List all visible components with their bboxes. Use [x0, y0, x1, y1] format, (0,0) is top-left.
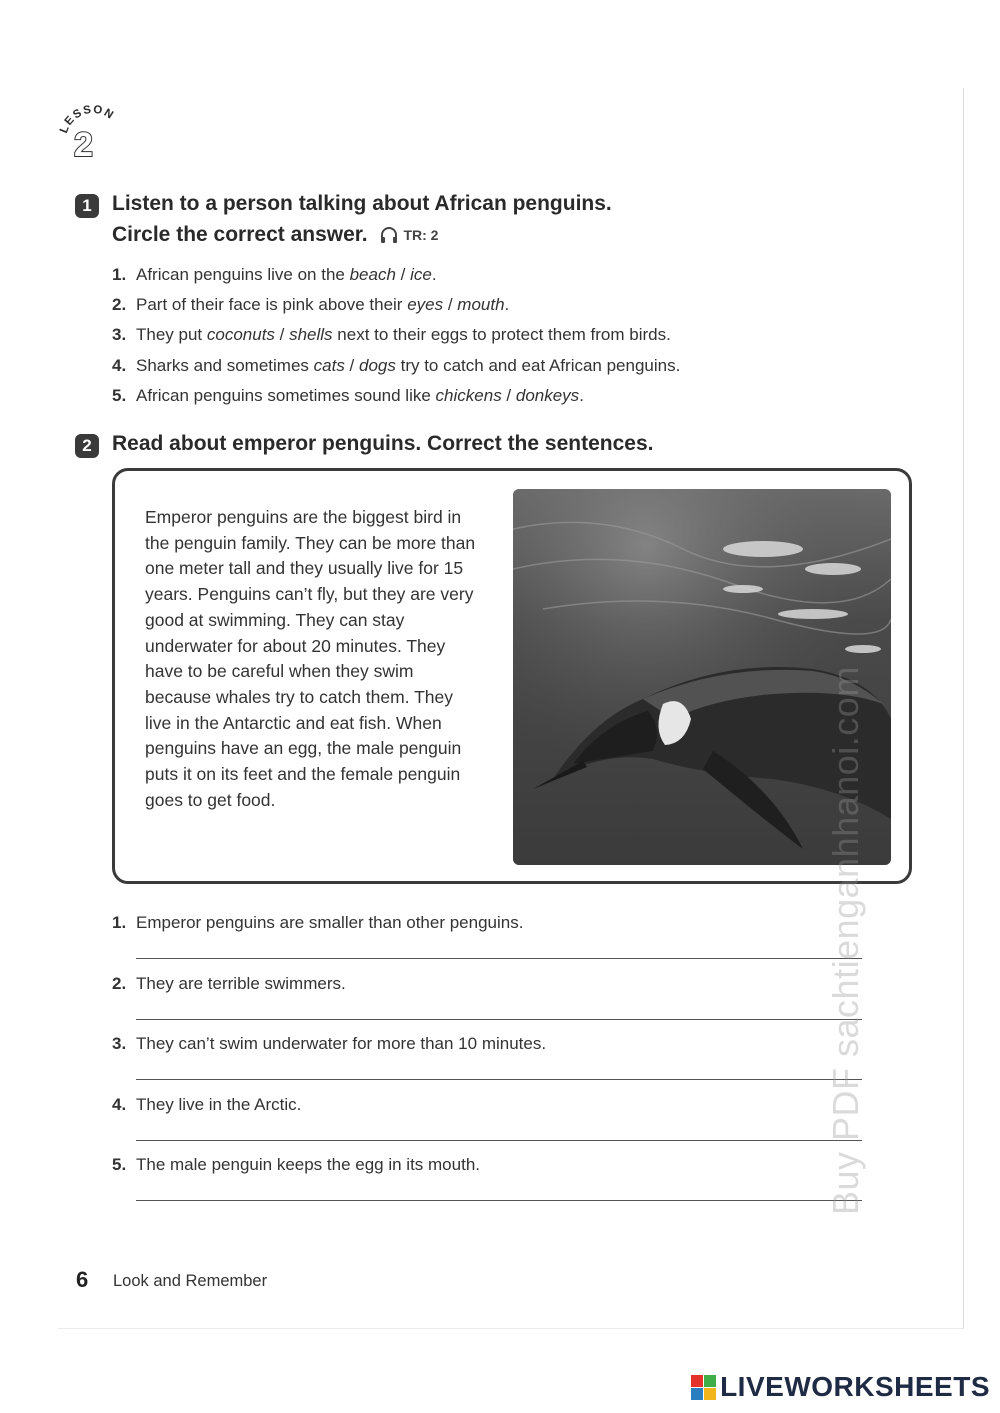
option-shells[interactable]: shells [289, 325, 333, 345]
reading-passage: Emperor penguins are the biggest bird in the penguin family. They can be more than one meter tall and they usually live for 15 years. Penguins can’t fly, but they are very good at swimming. They can stay underwater for about 20 minutes. They have to be careful when they swim because whales try to catch them. They live in the Antarctic and eat fish. When penguins have an egg, the male penguin puts it on its feet and the female penguin goes to get food. [145, 507, 476, 810]
option-dogs[interactable]: dogs [359, 355, 396, 375]
lesson-word-arc [58, 104, 128, 144]
question-3: 3. They put coconuts / shells next to their eggs to protect them from birds. [112, 325, 671, 345]
question-4: 4. Sharks and sometimes cats / dogs try to catch and eat African penguins. [112, 355, 681, 375]
answer-line-5[interactable] [136, 1200, 862, 1201]
option-cats[interactable]: cats [313, 355, 345, 375]
answer-line-2[interactable] [136, 1019, 862, 1020]
option-eyes[interactable]: eyes [407, 295, 444, 315]
option-coconuts[interactable]: coconuts [206, 325, 275, 345]
section-1-heading-line2: Circle the correct answer. [112, 223, 368, 246]
brand-name: LIVEWORKSHEETS [720, 1371, 990, 1402]
section-1-badge: 1 [75, 194, 99, 218]
section-1-heading [112, 188, 612, 251]
answer-line-3[interactable] [136, 1079, 862, 1080]
option-ice[interactable]: ice [410, 265, 432, 284]
option-chickens[interactable]: chickens [435, 385, 502, 405]
sentence-2: 2. They are terrible swimmers. [112, 969, 546, 1030]
section-2-badge: 2 [75, 434, 99, 458]
lesson-number: 2 [74, 126, 93, 164]
option-donkeys[interactable]: donkeys [515, 385, 580, 405]
headphones-icon [379, 225, 399, 245]
question-5: 5. African penguins sometimes sound like chickens / donkeys. [112, 385, 584, 405]
answer-line-1[interactable] [136, 958, 862, 959]
sentence-4: 4. They live in the Arctic. [112, 1090, 546, 1151]
reading-box [112, 468, 912, 884]
option-beach[interactable]: beach [349, 265, 396, 284]
correction-sentences [112, 908, 546, 1211]
sentence-3: 3. They can’t swim underwater for more than 10 minutes. [112, 1029, 546, 1090]
section-2-heading: Read about emperor penguins. Correct the sentences. [112, 432, 654, 455]
answer-line-4[interactable] [136, 1140, 862, 1141]
listening-questions [112, 260, 680, 411]
lesson-word: LESSON [58, 104, 117, 136]
liveworksheets-icon [691, 1375, 716, 1400]
sentence-1: 1. Emperor penguins are smaller than other penguins. [112, 908, 546, 969]
question-1: 1. African penguins live on the beach / ice. [112, 265, 437, 284]
page-number: 6 [76, 1267, 89, 1292]
audio-track[interactable] [379, 220, 438, 251]
sentence-5: 5. The male penguin keeps the egg in its mouth. [112, 1150, 546, 1211]
option-mouth[interactable]: mouth [457, 295, 505, 315]
track-label: TR: 2 [403, 226, 439, 243]
section-1-heading-line1: Listen to a person talking about African penguins. [112, 192, 612, 215]
book-title: Look and Remember [113, 1272, 268, 1290]
question-2: 2. Part of their face is pink above their eyes / mouth. [112, 295, 510, 315]
lesson-badge [58, 104, 128, 168]
liveworksheets-logo[interactable] [691, 1371, 990, 1403]
